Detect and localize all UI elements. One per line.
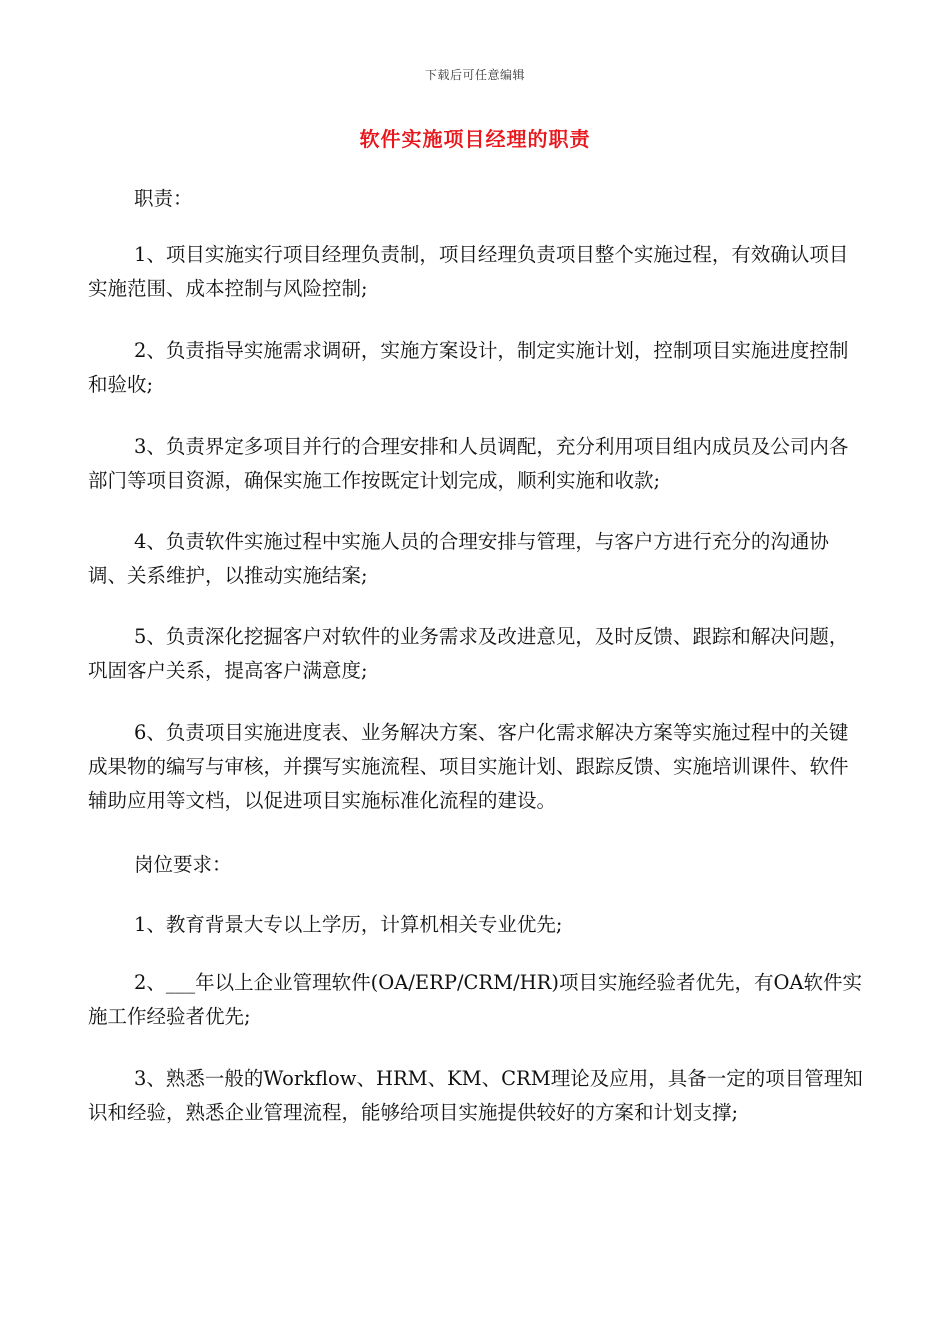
duty-item-5: 5、负责深化挖掘客户对软件的业务需求及改进意见，及时反馈、跟踪和解决问题，巩固客户关系，提高客户满意度; (88, 625, 849, 682)
document-title: 软件实施项目经理的职责 (359, 127, 591, 151)
requirements-heading: 岗位要求： (134, 853, 232, 876)
duties-heading: 职责： (134, 187, 193, 210)
header-note: 下载后可任意编辑 (424, 68, 525, 82)
duty-item-1: 1、项目实施实行项目经理负责制，项目经理负责项目整个实施过程，有效确认项目实施范围、成本控制与风险控制; (88, 243, 849, 300)
requirement-item-1: 1、教育背景大专以上学历，计算机相关专业优先; (134, 913, 563, 936)
duty-item-4: 4、负责软件实施过程中实施人员的合理安排与管理，与客户方进行充分的沟通协调、关系维护，以推动实施结案; (88, 530, 829, 587)
duty-item-6: 6、负责项目实施进度表、业务解决方案、客户化需求解决方案等实施过程中的关键成果物的编写与审核，并撰写实施流程、项目实施计划、跟踪反馈、实施培训课件、软件辅助应用等文档，以促进项目实施标准化流程的建设。 (88, 721, 849, 812)
duty-item-2: 2、负责指导实施需求调研，实施方案设计，制定实施计划，控制项目实施进度控制和验收; (88, 339, 849, 396)
duty-item-3: 3、负责界定多项目并行的合理安排和人员调配，充分利用项目组内成员及公司内各部门等项目资源，确保实施工作按既定计划完成，顺利实施和收款; (88, 435, 849, 492)
requirement-item-3: 3、熟悉一般的Workflow、HRM、KM、CRM理论及应用，具备一定的项目管理知识和经验，熟悉企业管理流程，能够给项目实施提供较好的方案和计划支撑; (88, 1067, 863, 1124)
requirement-item-2: 2、___年以上企业管理软件(OA/ERP/CRM/HR)项目实施经验者优先，有OA软件实施工作经验者优先; (88, 971, 863, 1028)
